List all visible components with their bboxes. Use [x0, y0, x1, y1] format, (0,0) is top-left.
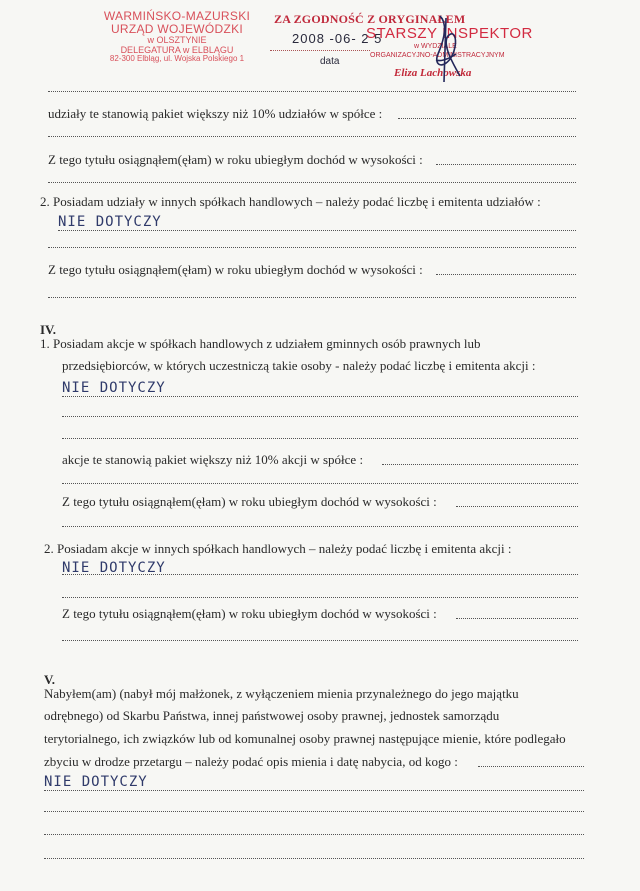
fill-line: [62, 416, 578, 417]
section-heading-iv: IV.: [40, 322, 57, 337]
income-label: Z tego tytułu osiągnąłem(ęłam) w roku ubiegłym dochód w wysokości :: [62, 606, 437, 621]
fill-line: [48, 91, 576, 92]
certify-unit: ORGANIZACYJNO-ADMINISTRACYJNYM: [370, 52, 505, 59]
section5-line1: Nabyłem(am) (nabył mój małżonek, z wyłączeniem mienia przynależnego do jego majątku: [44, 686, 519, 701]
income-field[interactable]: [456, 618, 578, 619]
fill-line: [62, 597, 578, 598]
certify-date-label: data: [320, 56, 340, 67]
section4-item1-line2: przedsiębiorców, w których uczestniczą takie osoby - należy podać liczbę i emitenta akcji :: [62, 358, 536, 373]
fill-line: [44, 811, 584, 812]
income-label: Z tego tytułu osiągnąłem(ęłam) w roku ubiegłym dochód w wysokości :: [48, 152, 423, 167]
fill-line: [62, 640, 578, 641]
office-stamp-line1: WARMIŃSKO-MAZURSKI: [103, 9, 251, 23]
shares-package-field[interactable]: [398, 118, 576, 119]
certify-position: STARSZY INSPEKTOR: [366, 25, 533, 42]
answer-field[interactable]: [62, 574, 578, 575]
office-stamp-line4: DELEGATURA w ELBLĄGU: [120, 44, 234, 55]
fill-line: [48, 247, 576, 248]
answer-field[interactable]: [44, 790, 584, 791]
shares-other-label: 2. Posiadam akcje w innych spółkach handlowych – należy podać liczbę i emitenta akcji :: [44, 541, 512, 556]
shares-other-label: 2. Posiadam udziały w innych spółkach handlowych – należy podać liczbę i emitenta udziałów :: [40, 194, 541, 209]
office-stamp-line3: w OLSZTYNIE: [147, 34, 207, 45]
handwritten-signature: [400, 10, 480, 90]
answer-field[interactable]: [62, 396, 578, 397]
handwritten-answer: NIE DOTYCZY: [62, 560, 166, 576]
income-label: Z tego tytułu osiągnąłem(ęłam) w roku ubiegłym dochód w wysokości :: [62, 494, 437, 509]
section4-item1-line1: 1. Posiadam akcje w spółkach handlowych z udziałem gminnych osób prawnych lub: [40, 336, 481, 351]
handwritten-answer: NIE DOTYCZY: [62, 380, 166, 396]
fill-line: [62, 438, 578, 439]
office-stamp-line2: URZĄD WOJEWÓDZKI: [110, 21, 244, 36]
fill-line: [48, 297, 576, 298]
income-field[interactable]: [436, 164, 576, 165]
section5-line3: terytorialnego, ich związków lub od komunalnej osoby prawnej następujące mienie, które podlegało: [44, 731, 566, 746]
section5-line2: odrębnego) od Skarbu Państwa, innej państwowej osoby prawnej, jednostek samorządu: [44, 708, 500, 723]
certify-date-line: [270, 50, 370, 51]
certify-name: Eliza Lachowska: [394, 67, 472, 79]
income-label: Z tego tytułu osiągnąłem(ęłam) w roku ubiegłym dochód w wysokości :: [48, 262, 423, 277]
handwritten-answer: NIE DOTYCZY: [44, 774, 148, 790]
income-field[interactable]: [456, 506, 578, 507]
section5-field[interactable]: [478, 766, 584, 767]
fill-line: [48, 182, 576, 183]
answer-field[interactable]: [58, 230, 576, 231]
section-heading-v: V.: [44, 672, 55, 687]
shares-package-label: akcje te stanowią pakiet większy niż 10% akcji w spółce :: [62, 452, 364, 467]
shares-package-field[interactable]: [382, 464, 578, 465]
shares-package-label: udziały te stanowią pakiet większy niż 10% udziałów w spółce :: [48, 106, 383, 121]
office-stamp-line5: 82-300 Elbląg, ul. Wojska Polskiego 1: [109, 54, 245, 64]
fill-line: [62, 526, 578, 527]
fill-line: [48, 136, 576, 137]
certify-department: w WYDZIALE: [414, 43, 457, 50]
certify-title: ZA ZGODNOŚĆ Z ORYGINAŁEM: [274, 12, 466, 26]
certify-date: 2008 -06- 2 5: [292, 31, 383, 46]
fill-line: [44, 834, 584, 835]
handwritten-answer: NIE DOTYCZY: [58, 214, 162, 230]
office-stamp: [82, 10, 272, 64]
fill-line: [44, 858, 584, 859]
fill-line: [62, 483, 578, 484]
section5-line4: zbyciu w drodze przetargu – należy podać opis mienia i datę nabycia, od kogo :: [44, 754, 458, 769]
income-field[interactable]: [436, 274, 576, 275]
